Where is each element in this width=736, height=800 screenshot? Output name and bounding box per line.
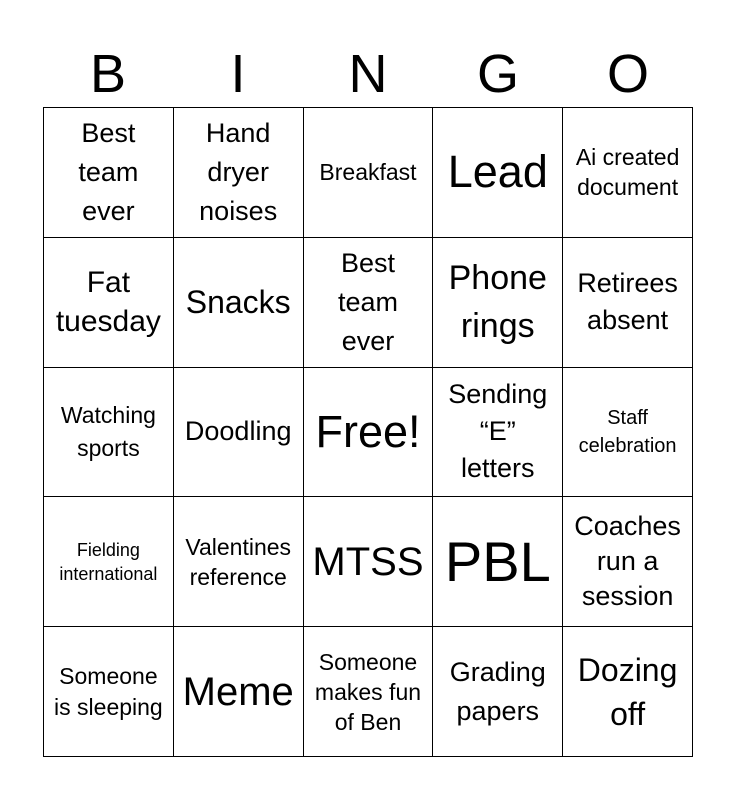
header-letter-b: B <box>89 44 127 104</box>
bingo-cell[interactable]: Someone makes fun of Ben <box>304 627 434 757</box>
bingo-cell[interactable]: Snacks <box>174 238 304 368</box>
bingo-cell[interactable]: Staff celebration <box>563 368 693 498</box>
bingo-cell[interactable]: Ai created document <box>563 108 693 238</box>
header-letter-n: N <box>348 44 388 104</box>
bingo-cell[interactable]: MTSS <box>304 497 434 627</box>
bingo-cell[interactable]: Fielding international <box>44 497 174 627</box>
bingo-cell[interactable]: Hand dryer noises <box>174 108 304 238</box>
bingo-cell[interactable]: Meme <box>174 627 304 757</box>
bingo-cell[interactable]: Coaches run a session <box>563 497 693 627</box>
header-letter-i: I <box>230 44 246 104</box>
bingo-cell[interactable]: Dozing off <box>563 627 693 757</box>
bingo-cell free-space[interactable]: Free! <box>304 368 434 498</box>
bingo-header <box>43 40 693 108</box>
bingo-cell[interactable]: Retirees absent <box>563 238 693 368</box>
header-letter-g: G <box>476 44 519 104</box>
bingo-cell[interactable]: Watching sports <box>44 368 174 498</box>
bingo-cell[interactable]: PBL <box>433 497 563 627</box>
bingo-cell[interactable]: Best team ever <box>304 238 434 368</box>
bingo-cell[interactable]: Breakfast <box>304 108 434 238</box>
bingo-cell[interactable]: Sending “E” letters <box>433 368 563 498</box>
bingo-cell[interactable]: Fat tuesday <box>44 238 174 368</box>
bingo-cell[interactable]: Lead <box>433 108 563 238</box>
bingo-cell[interactable]: Someone is sleeping <box>44 627 174 757</box>
bingo-cell[interactable]: Best team ever <box>44 108 174 238</box>
header-letter-o: O <box>606 44 649 104</box>
bingo-card <box>43 107 693 757</box>
bingo-cell[interactable]: Valentines reference <box>174 497 304 627</box>
bingo-cell[interactable]: Grading papers <box>433 627 563 757</box>
bingo-cell[interactable]: Phone rings <box>433 238 563 368</box>
bingo-cell[interactable]: Doodling <box>174 368 304 498</box>
